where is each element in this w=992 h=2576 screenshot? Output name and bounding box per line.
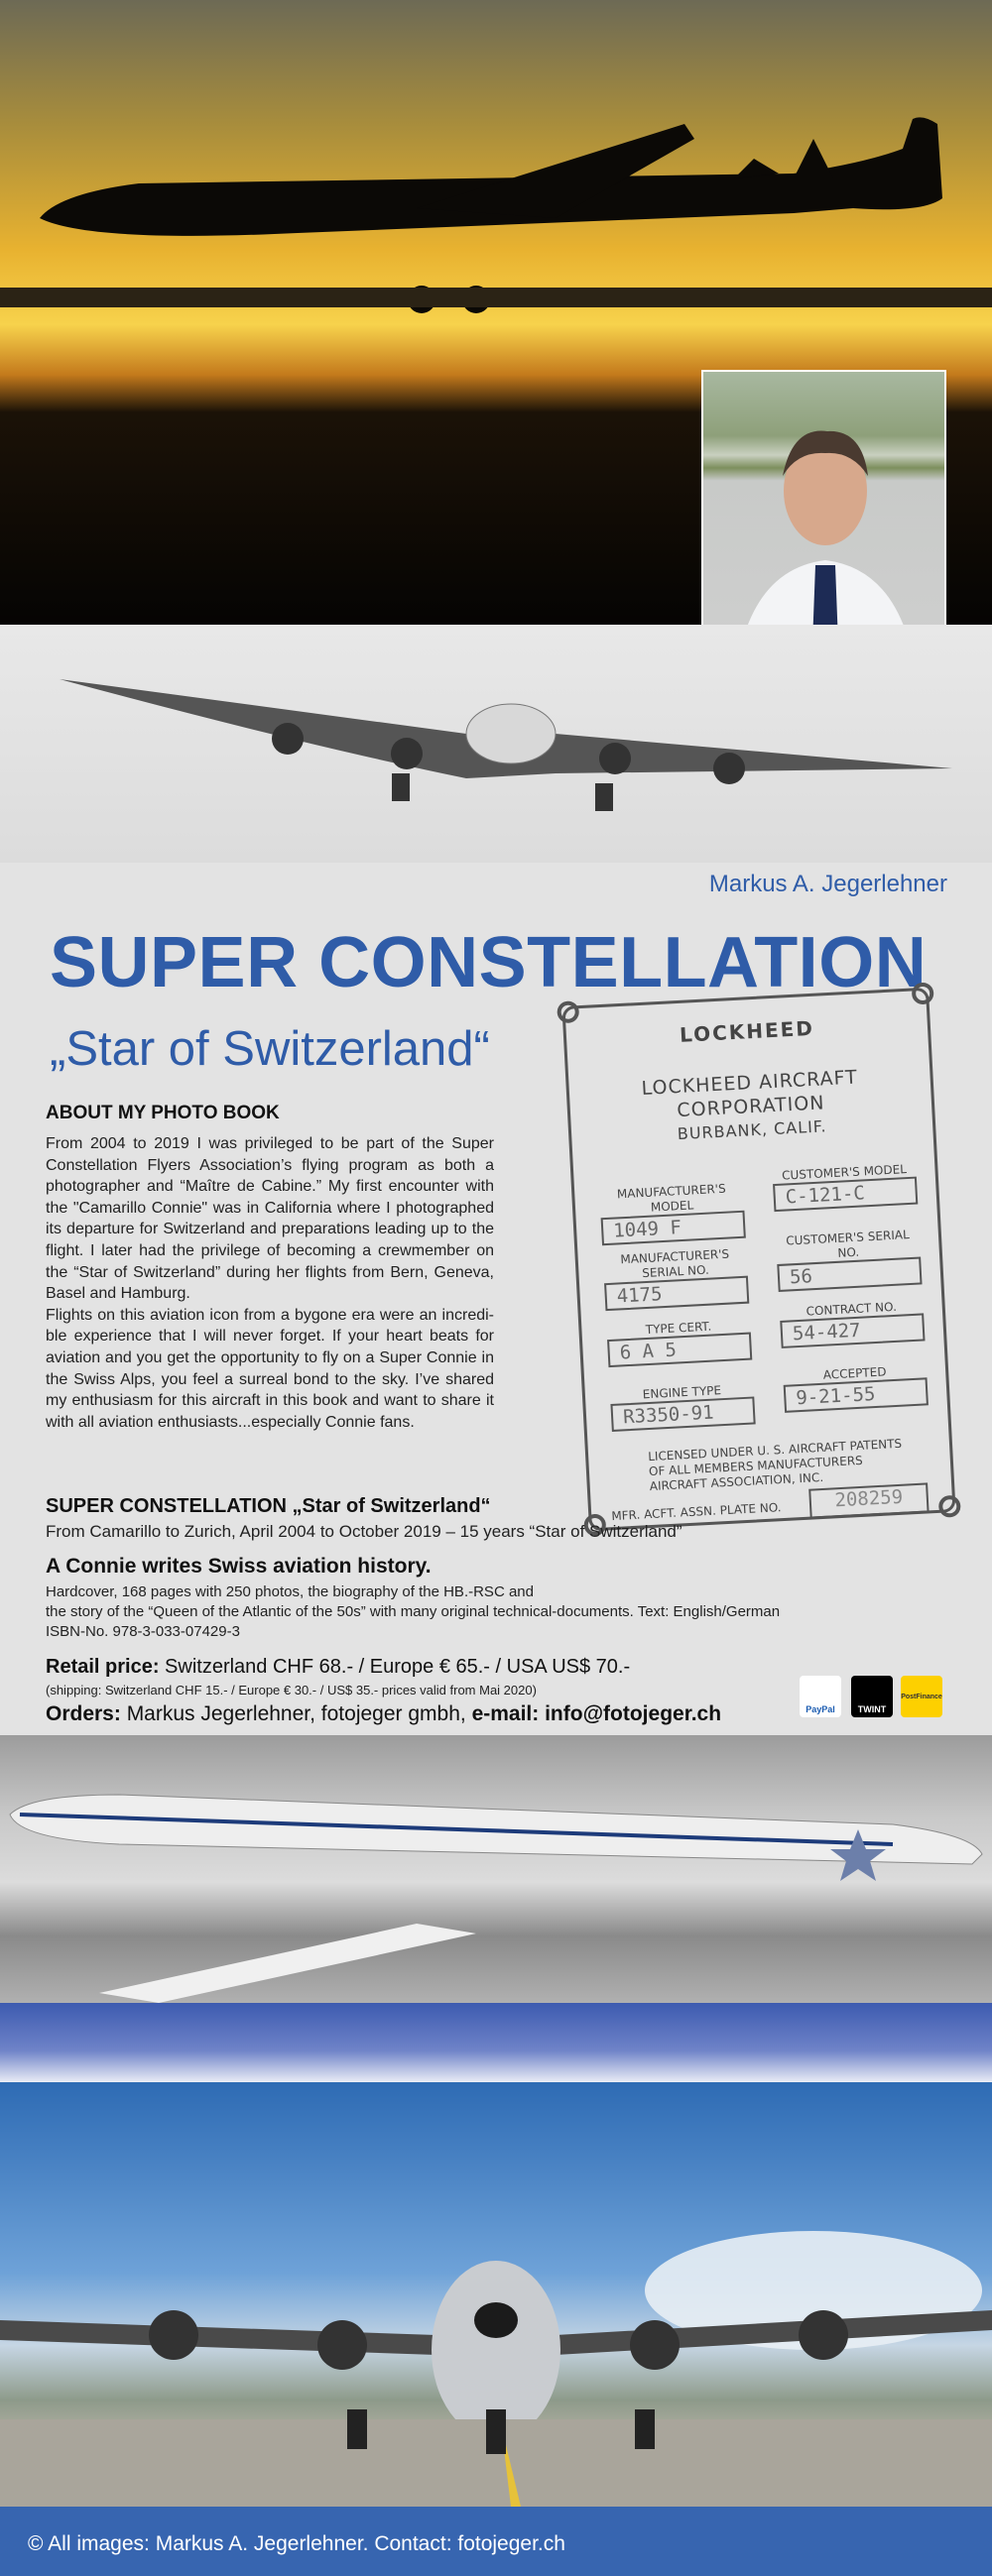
orders-label: Orders: [46, 1702, 121, 1725]
rivet-hole [938, 1495, 961, 1518]
plate-field: TYPE CERT. 6 A 5 [606, 1318, 752, 1368]
plate-number: 208259 [808, 1482, 929, 1518]
plate-field: MANUFACTURER'S MODEL 1049 F [599, 1181, 746, 1246]
author-name: Markus A. Jegerlehner [708, 871, 947, 897]
lockheed-data-plate [561, 988, 955, 1532]
shipping-info: (shipping: Switzerland CHF 15.- / Europe € 30.- / US$ 35.- prices valid from Mai 2020) [46, 1683, 537, 1698]
orders-info [46, 1702, 721, 1726]
twint-logo: TWINT [851, 1676, 893, 1717]
orders-value: Markus Jegerlehner, fotojeger gmbh, [120, 1702, 472, 1725]
flying-aircraft-photo [0, 625, 992, 863]
book-heading: A Connie writes Swiss aviation history. [46, 1555, 432, 1578]
copyright-icon: © [28, 2532, 44, 2555]
ground-aircraft-photo [0, 2082, 992, 2507]
isbn: ISBN-No. 978-3-033-07429-3 [46, 1623, 240, 1640]
plate-corp-line: LOCKHEED AIRCRAFT [641, 1066, 859, 1100]
postfinance-logo: PostFinance [901, 1676, 942, 1717]
decorative-band [0, 2003, 992, 2082]
plate-field: CUSTOMER'S MODEL C-121-C [772, 1162, 918, 1213]
plate-field: ACCEPTED 9-21-55 [783, 1362, 929, 1413]
hangar-photo [0, 1735, 992, 2003]
plate-corp-line: BURBANK, CALIF. [677, 1116, 827, 1144]
price-value: Switzerland CHF 68.- / Europe € 65.- / USA US$ 70.- [159, 1656, 631, 1678]
plate-field: ENGINE TYPE R3350-91 [610, 1381, 756, 1432]
desc-line: the story of the “Queen of the Atlantic of the 50s” with many original technical-documents. Text: English/German [46, 1603, 781, 1620]
page-subtitle: „Star of Switzerland“ [50, 1022, 490, 1076]
plate-field: MANUFACTURER'S SERIAL NO. 4175 [602, 1246, 749, 1312]
plate-logo: LOCKHEED [679, 1015, 815, 1047]
page-title: SUPER CONSTELLATION [50, 923, 928, 1002]
rivet-hole [912, 982, 934, 1004]
footer [0, 2507, 992, 2576]
plate-license: LICENSED UNDER U. S. AIRCRAFT PATENTS OF ALL MEMBERS MANUFACTURERS AIRCRAFT ASSOCIATION, INC. [647, 1436, 903, 1494]
book-tagline: From Camarillo to Zurich, April 2004 to October 2019 – 15 years “Star of Switzerland” [46, 1522, 682, 1541]
about-heading: ABOUT MY PHOTO BOOK [46, 1103, 280, 1123]
plate-field: CUSTOMER'S SERIAL NO. 56 [776, 1228, 923, 1293]
plate-number-label: MFR. ACFT. ASSN. PLATE NO. [610, 1500, 782, 1524]
plate-field: CONTRACT NO. 54-427 [779, 1298, 925, 1348]
paypal-logo: PayPal [800, 1676, 841, 1717]
book-description [46, 1582, 780, 1642]
book-title: SUPER CONSTELLATION „Star of Switzerland“ [46, 1495, 491, 1517]
retail-price [46, 1656, 630, 1679]
footer-credit: All images: Markus A. Jegerlehner. Contact: fotojeger.ch [48, 2532, 565, 2555]
price-label: Retail price: [46, 1656, 160, 1678]
about-paragraph: Flights on this aviation icon from a bygone era were an incredible experience that I will never forget. If your heart beats for aviation and you get the opportunity to fly on a Super Connie in the Swiss Alps, you feel a surreal bond to the sky. I’ve shared my enthusiasm for this aircraft in this book and want to share it with all aviation enthusiasts...especially Connie fans. [46, 1306, 494, 1431]
plate-corp-line: CORPORATION [676, 1092, 825, 1122]
desc-line: Hardcover, 168 pages with 250 photos, the biography of the HB.-RSC and [46, 1583, 534, 1600]
about-paragraph: From 2004 to 2019 I was privileged to be part of the Super Constellation Flyers Association’s flying program as both a photographer and “Maître de Cabine.” My first encounter with the "Camarillo Connie" was in California where I photographed its departure for Switzerland and preparations leading up to the flight. I later had the privilege of becoming a crewmember on the “Star of Switzerland” during her flights from Bern, Geneva, Basel and Hamburg. [46, 1135, 494, 1303]
about-text [46, 1133, 494, 1433]
email-link[interactable]: e-mail: info@fotojeger.ch [471, 1702, 722, 1725]
rivet-hole [557, 1000, 579, 1023]
